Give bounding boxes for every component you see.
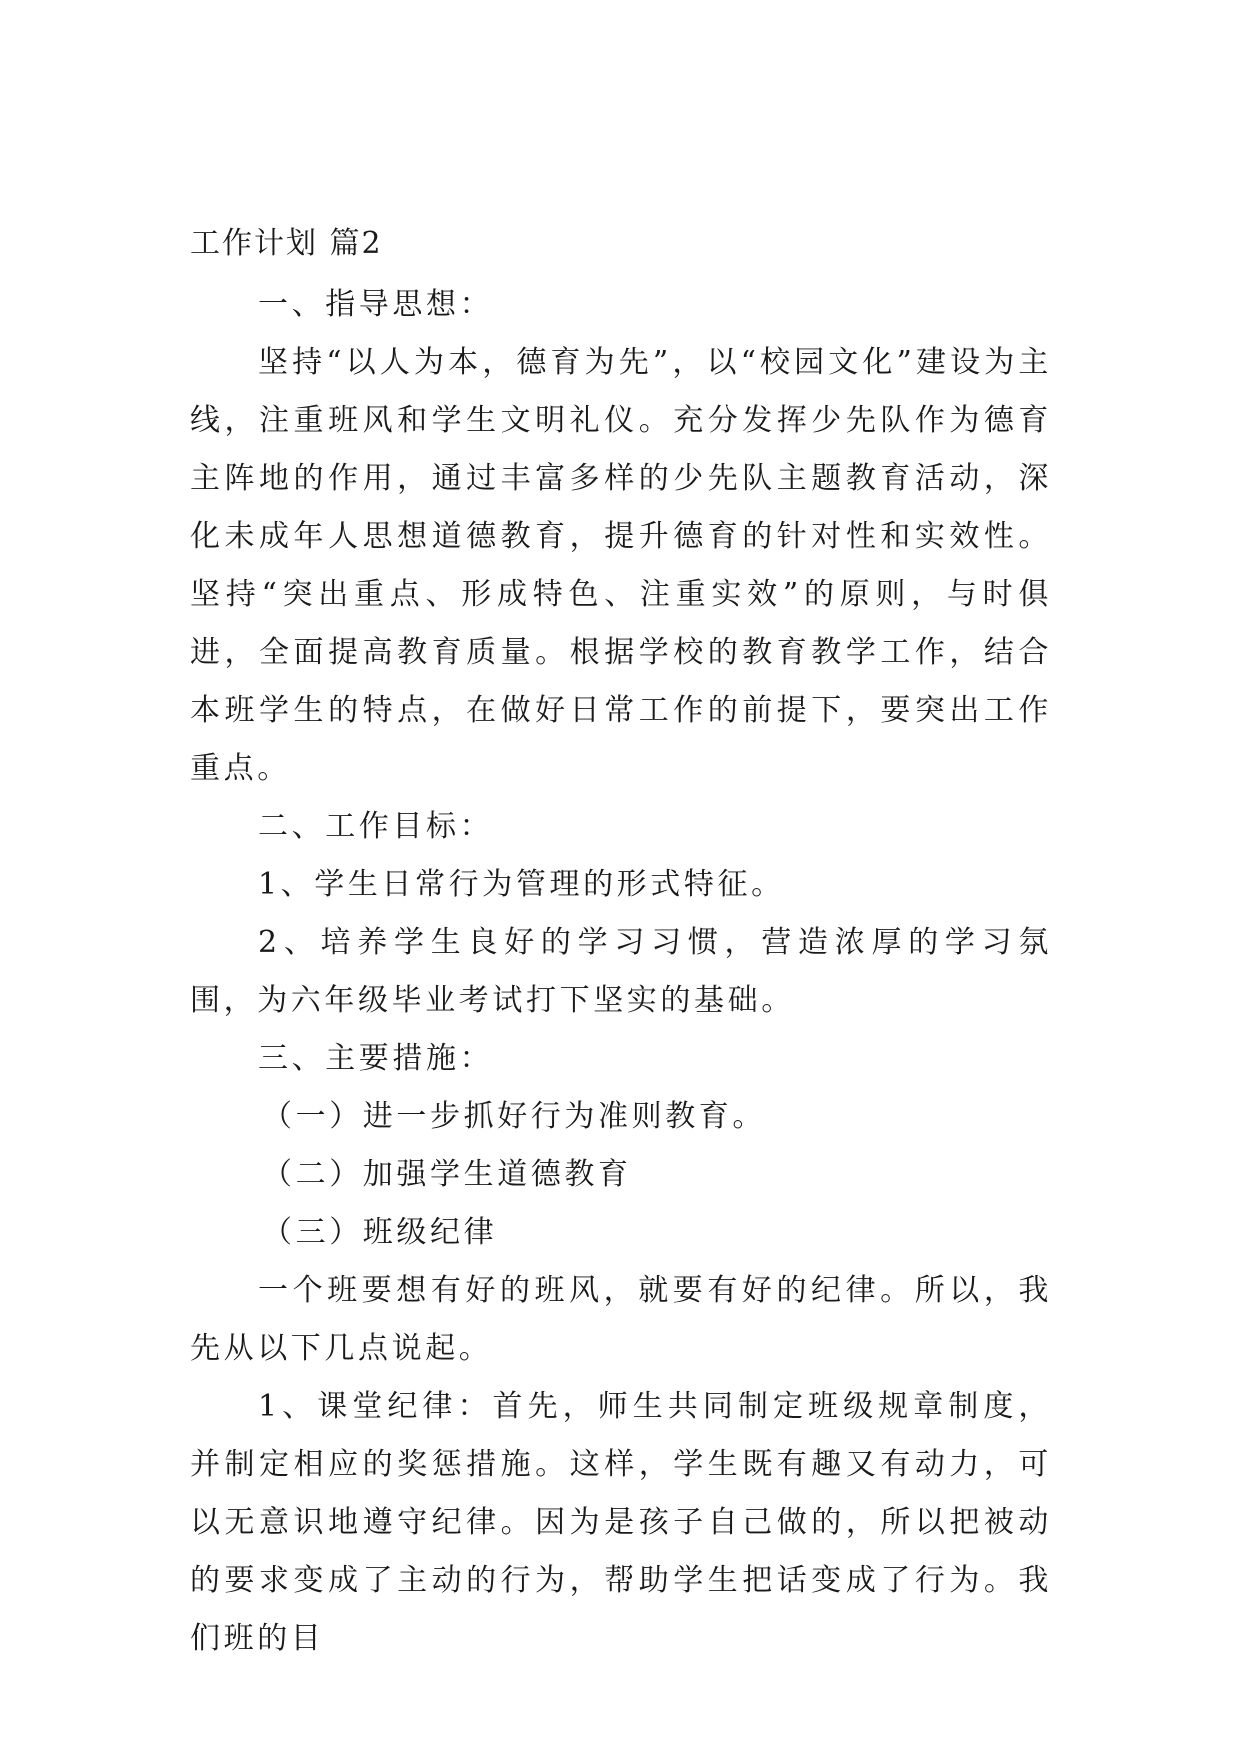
heading-guiding-ideology: 一、指导思想：: [258, 287, 494, 322]
goal-item-1: 1、学生日常行为管理的形式特征。: [258, 867, 785, 902]
measure-item-3: （三）班级纪律: [262, 1215, 498, 1250]
goal-item-2: 2、培养学生良好的学习习惯，营造浓厚的学习氛围，为六年级毕业考试打下坚实的基础。: [190, 925, 1052, 1018]
document-title: 工作计划 篇2: [190, 226, 383, 261]
measure-item-2: （二）加强学生道德教育: [262, 1157, 632, 1192]
paragraph-guiding-ideology: 坚持“以人为本，德育为先”，以“校园文化”建设为主线，注重班风和学生文明礼仪。充分发挥少先队作为德育主阵地的作用，通过丰富多样的少先队主题教育活动，深化未成年人思想道德教育，提升德育的针对性和实效性。坚持“突出重点、形成特色、注重实效”的原则，与时俱进，全面提高教育质量。根据学校的教育教学工作，结合本班学生的特点，在做好日常工作的前提下，要突出工作重点。: [190, 345, 1052, 786]
document-body: [190, 276, 1052, 1668]
measure-item-1: （一）进一步抓好行为准则教育。: [262, 1099, 766, 1134]
paragraph-classroom-discipline: 1、课堂纪律：首先，师生共同制定班级规章制度，并制定相应的奖惩措施。这样，学生既有趣又有动力，可以无意识地遵守纪律。因为是孩子自己做的，所以把被动的要求变成了主动的行为，帮助学生把话变成了行为。我们班的目: [190, 1389, 1052, 1656]
heading-main-measures: 三、主要措施：: [258, 1041, 494, 1076]
heading-work-goals: 二、工作目标：: [258, 809, 494, 844]
paragraph-class-discipline: 一个班要想有好的班风，就要有好的纪律。所以，我先从以下几点说起。: [190, 1273, 1052, 1366]
